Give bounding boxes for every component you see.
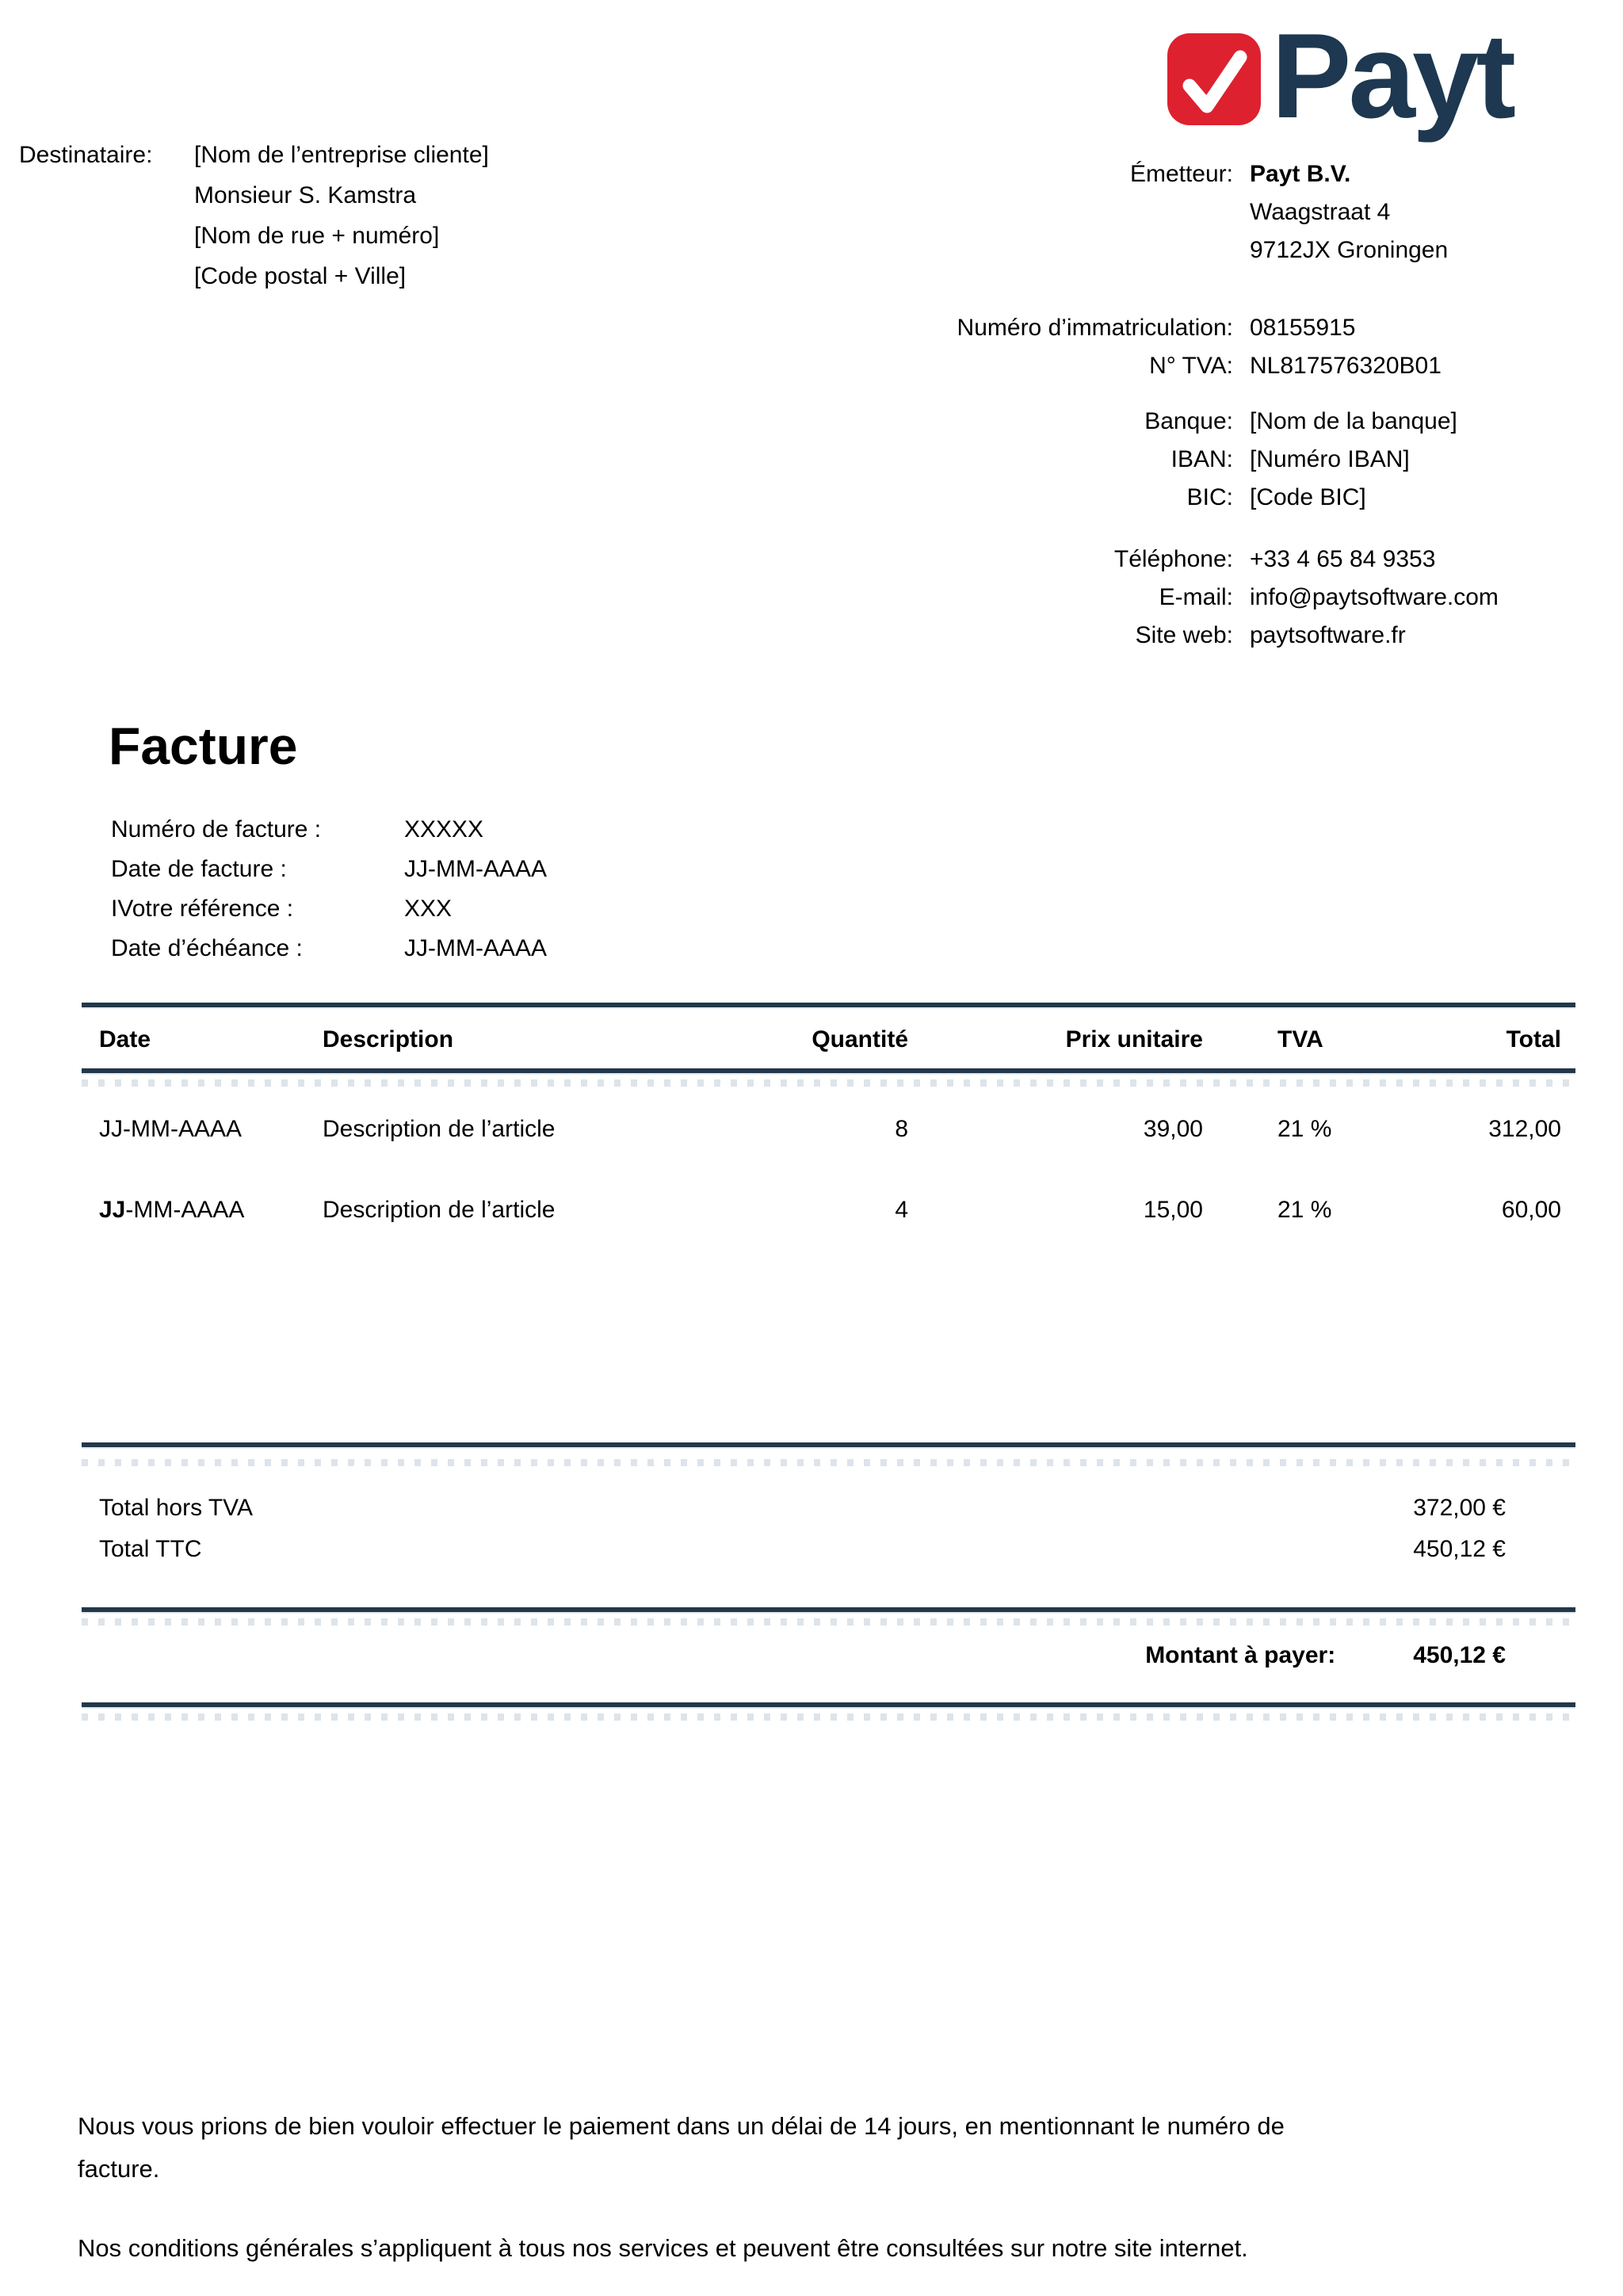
registration-number-label: Numéro d’immatriculation: [957,315,1233,341]
table-header-border [82,1068,1575,1073]
total-incl-vat-value: 450,12 € [1413,1536,1506,1562]
website-value: paytsoftware.fr [1250,622,1406,648]
iban-value: [Numéro IBAN] [1250,446,1410,472]
row-unit-price: 39,00 [1143,1116,1203,1142]
phone-label: Téléphone: [1113,546,1233,572]
total-incl-vat-label: Total TTC [99,1536,202,1562]
payment-bottom-border [82,1702,1575,1707]
due-date-value: JJ-MM-AAAA [404,935,547,961]
recipient-line-city: [Code postal + Ville] [194,263,407,289]
invoice-number-label: Numéro de facture : [111,816,322,842]
amount-due-label: Montant à payer: [1145,1642,1336,1668]
total-excl-vat-value: 372,00 € [1413,1495,1506,1521]
invoice-date-label: Date de facture : [111,856,287,882]
table-row [82,1191,1575,1229]
header-vat: TVA [1277,1026,1323,1052]
header-unit-price: Prix unitaire [1065,1026,1203,1052]
iban-label: IBAN: [1170,446,1233,472]
totals-block [82,1488,1575,1570]
invoice-date-value: JJ-MM-AAAA [404,856,547,882]
bic-value: [Code BIC] [1250,484,1366,510]
row-total: 312,00 [1488,1116,1561,1142]
header-date: Date [99,1026,151,1052]
recipient-line-person: Monsieur S. Kamstra [194,182,417,208]
totals-top-border [82,1442,1575,1447]
contact-block [792,541,1593,655]
payt-logo-mark [1167,33,1261,125]
email-label: E-mail: [1159,584,1233,610]
header-total: Total [1506,1026,1561,1052]
recipient-block [19,135,489,296]
payment-bottom-dashed-line [82,1713,1575,1721]
recipient-line-street: [Nom de rue + numéro] [194,223,440,249]
payment-top-border [82,1607,1575,1612]
payment-terms-line-2: facture. [78,2155,160,2183]
payt-logo-text: Payt [1271,9,1514,143]
recipient-line-company: [Nom de l’entreprise cliente] [194,142,489,168]
payment-top-dashed-line [82,1618,1575,1626]
vat-number-value: NL817576320B01 [1250,353,1442,379]
totals-dashed-line [82,1459,1575,1466]
amount-due-row [82,1636,1575,1675]
row-description: Description de l’article [323,1197,556,1223]
total-excl-vat-label: Total hors TVA [99,1495,253,1521]
sender-city: 9712JX Groningen [1250,237,1449,263]
registration-number-value: 08155915 [1250,315,1356,341]
page-title: Facture [109,716,298,775]
due-date-label: Date d’échéance : [111,935,303,961]
row-quantity: 4 [895,1197,908,1223]
email-value: info@paytsoftware.com [1250,584,1499,610]
row-vat: 21 % [1277,1197,1332,1223]
bank-block [792,403,1593,517]
items-table-header [82,1021,1575,1059]
check-icon [1167,33,1261,125]
sender-block [792,155,1593,269]
header-description: Description [323,1026,454,1052]
amount-due-value: 450,12 € [1413,1642,1506,1668]
phone-value: +33 4 65 84 9353 [1250,546,1436,572]
bank-value: [Nom de la banque] [1250,408,1457,434]
row-unit-price: 15,00 [1143,1197,1203,1223]
bic-label: BIC: [1186,484,1233,510]
sender-street: Waagstraat 4 [1250,199,1391,225]
invoice-number-value: XXXXX [404,816,484,842]
payment-terms-line-1: Nous vous prions de bien vouloir effectuer le paiement dans un délai de 14 jours, en mentionnant le numéro de [78,2112,1285,2140]
footer-block [78,2105,1552,2270]
row-vat: 21 % [1277,1116,1332,1142]
sender-label: Émetteur: [1129,161,1233,187]
bank-label: Banque: [1144,408,1233,434]
registration-block [792,309,1593,385]
reference-label: IVotre référence : [111,896,294,922]
row-description: Description de l’article [323,1116,556,1142]
table-row [82,1110,1575,1148]
reference-value: XXX [404,896,453,922]
recipient-label: Destinataire: [19,142,153,168]
website-label: Site web: [1135,622,1233,648]
row-total: 60,00 [1501,1197,1561,1223]
sender-name: Payt B.V. [1250,161,1351,187]
row-date: JJ-MM-AAAA [99,1116,242,1142]
recipient-address [194,135,489,296]
general-conditions-text: Nos conditions générales s’appliquent à tous nos services et peuvent être consultées sur notre site internet. [78,2234,1248,2262]
invoice-meta-block [111,810,547,968]
vat-number-label: N° TVA: [1149,353,1233,379]
table-header-dashed-line [82,1079,1575,1087]
table-top-border [82,1003,1575,1007]
header-quantity: Quantité [812,1026,908,1052]
row-date: JJ-MM-AAAA [99,1197,245,1223]
row-quantity: 8 [895,1116,908,1142]
